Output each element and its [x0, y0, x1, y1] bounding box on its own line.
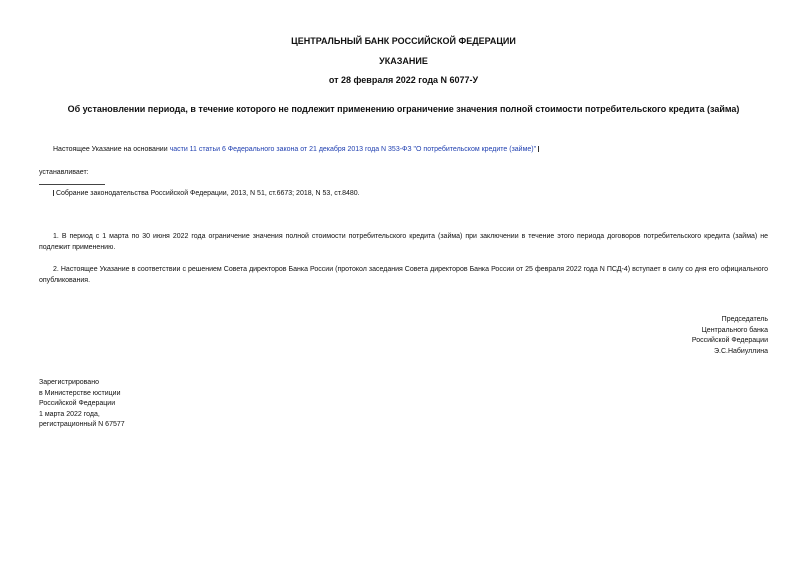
registration-line-3: Российской Федерации	[39, 400, 116, 407]
registration-block	[39, 378, 125, 431]
footnote	[53, 189, 360, 199]
law-reference-link[interactable]: части 11 статьи 6 Федерального закона от 21 декабря 2013 года N 353-ФЗ "О потребительском кредите (займе)"	[169, 146, 537, 153]
registration-date: 1 марта 2022 года,	[39, 410, 100, 418]
signature-block	[692, 315, 768, 357]
paragraph-1: 1. В период с 1 марта по 30 июня 2022 года ограничение значения полной стоимости потребительского кредита (займа) при заключении в течение этого периода договоров потребительского кредита (займа) не подлежит применению.	[39, 233, 768, 251]
registration-line-2: в Министерстве юстиции	[39, 389, 121, 397]
registration-line-1: Зарегистрировано	[39, 379, 99, 386]
footnote-marker-icon	[53, 190, 54, 196]
document-type: УКАЗАНИЕ	[379, 56, 428, 66]
registration-number: регистрационный N 67577	[39, 421, 125, 428]
issuer-title: ЦЕНТРАЛЬНЫЙ БАНК РОССИЙСКОЙ ФЕДЕРАЦИИ	[291, 36, 516, 46]
signature-name: Э.С.Набиуллина	[713, 347, 768, 355]
document-date-number: от 28 февраля 2022 года N 6077-У	[328, 75, 479, 85]
signature-country: Российской Федерации	[691, 337, 768, 344]
paragraph-2: 2. Настоящее Указание в соответствии с решением Совета директоров Банка России (протокол заседания Совета директоров Банка России от 25 февраля 2022 года N ПСД-4) вступает в силу со дня его официального опубликования.	[39, 266, 768, 284]
signature-organization: Центрального банка	[701, 326, 768, 334]
footnote-marker-icon[interactable]	[538, 146, 539, 152]
footnote-divider	[39, 184, 105, 185]
preamble	[53, 145, 539, 155]
preamble-ending: устанавливает:	[39, 169, 89, 176]
preamble-text: Настоящее Указание на основании	[53, 146, 170, 153]
signature-position: Председатель	[721, 316, 768, 323]
document-title: Об установлении периода, в течение которого не подлежит применению ограничение значения полной стоимости потребительского кредита (займа)	[67, 104, 740, 114]
footnote-text: Собрание законодательства Российской Федерации, 2013, N 51, ст.6673; 2018, N 53, ст.8480.	[55, 190, 360, 197]
